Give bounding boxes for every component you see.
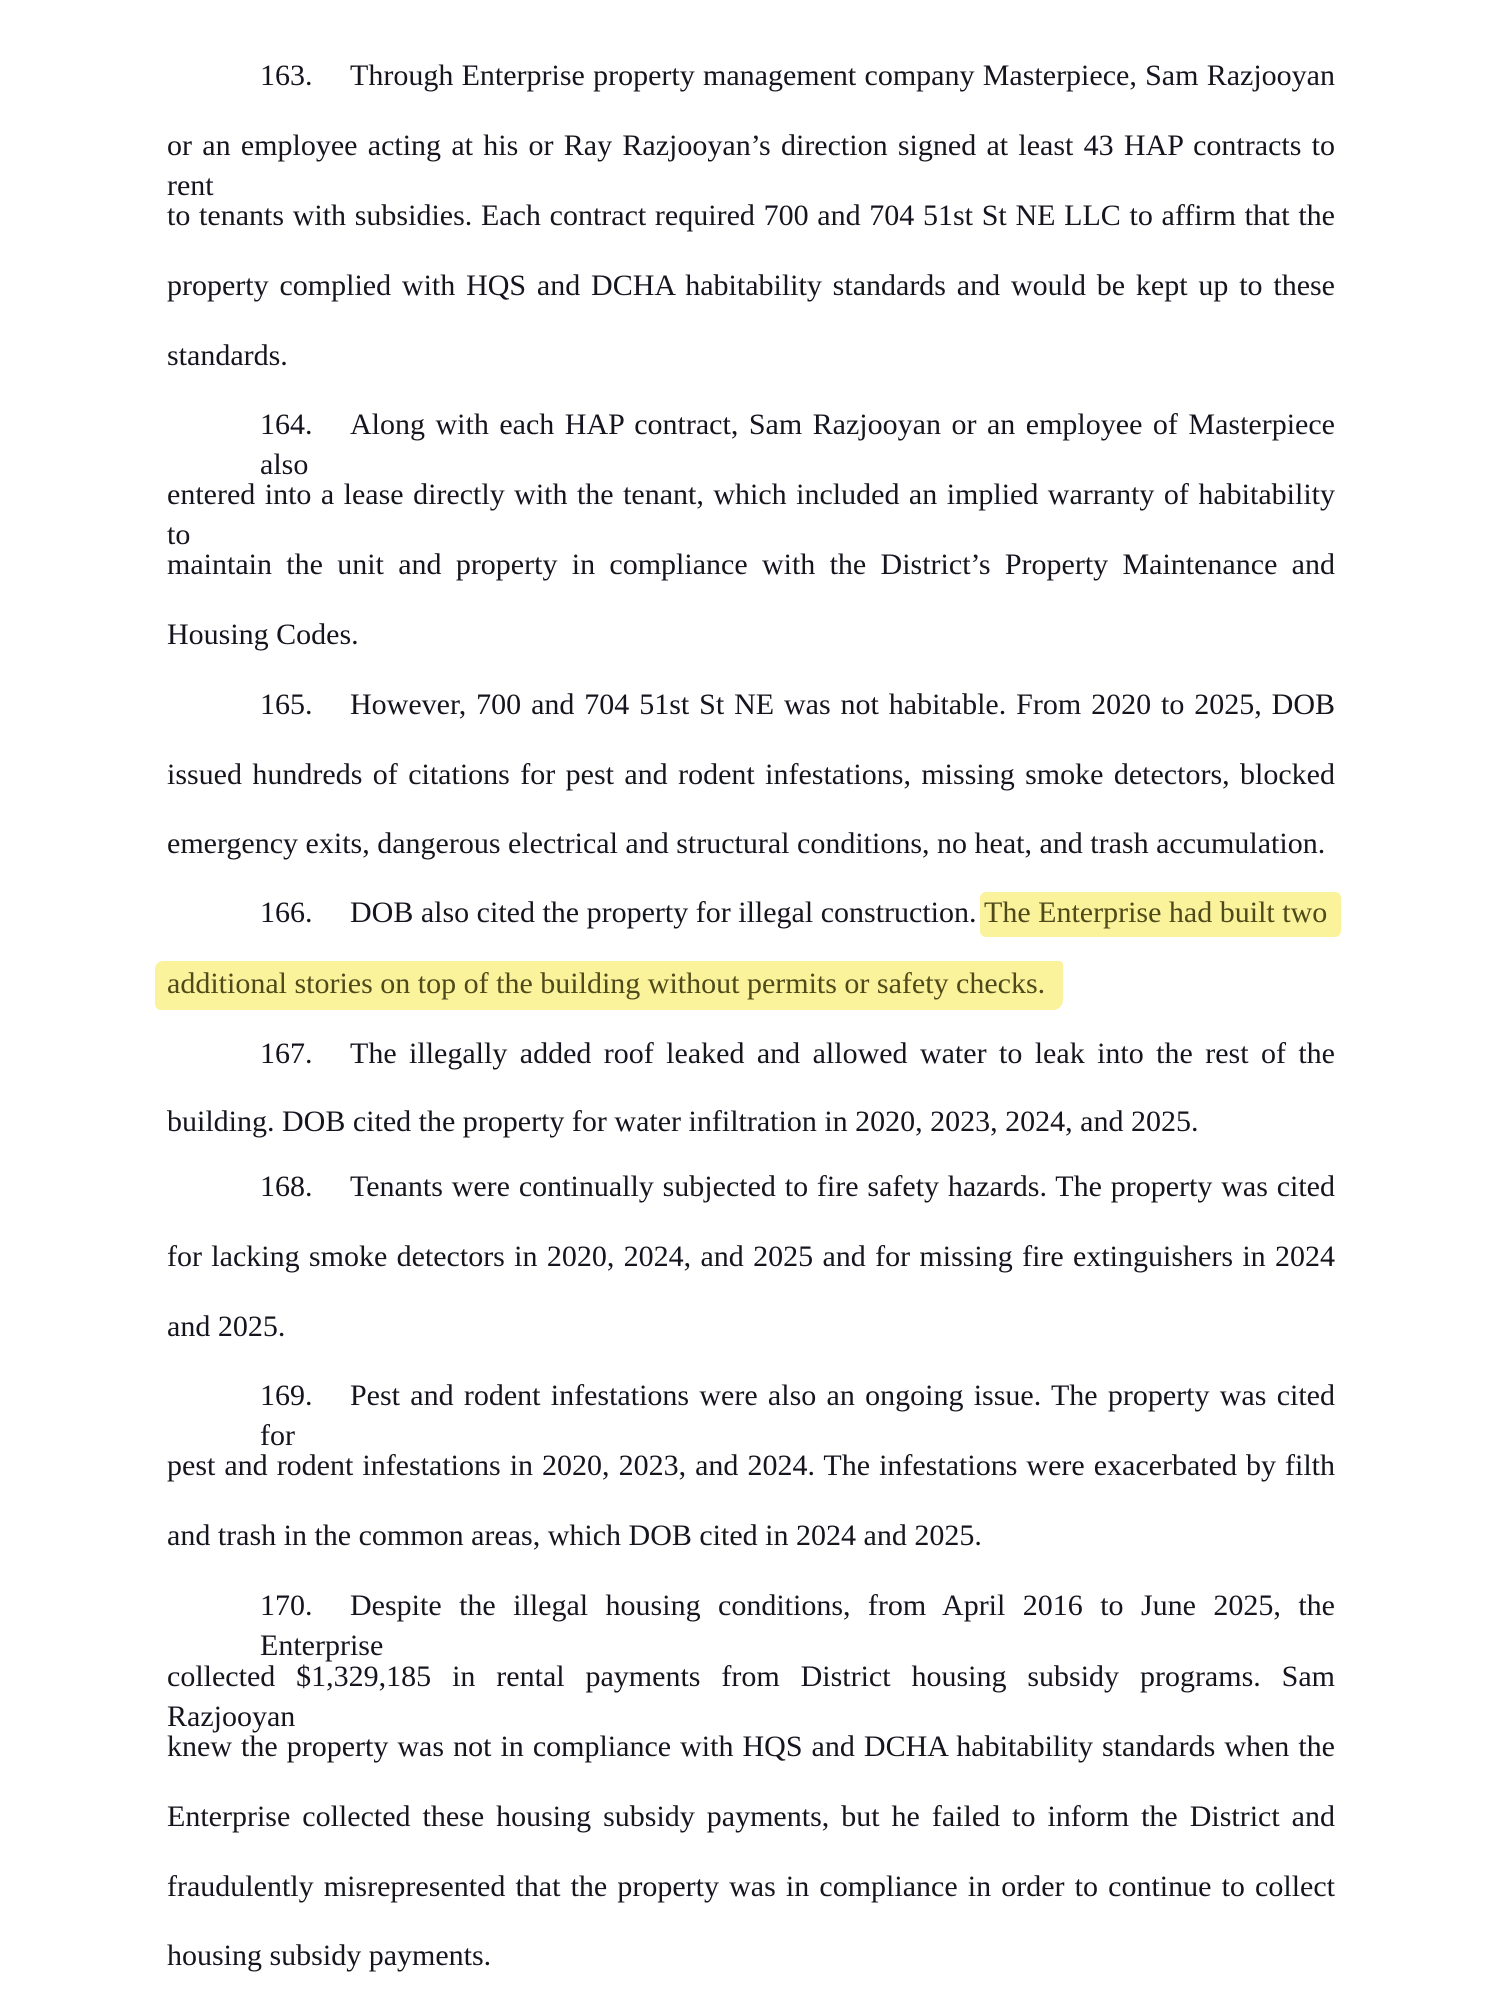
paragraph-163-line-5: standards. [167, 339, 288, 372]
paragraph-163-line-1 [260, 56, 1335, 96]
paragraph-number: 170. [260, 1589, 313, 1622]
text-line: Despite the illegal housing conditions, from April 2016 to June 2025, the Enterprise [260, 1589, 1335, 1662]
text-line: Tenants were continually subjected to fire safety hazards. The property was cited [350, 1170, 1335, 1203]
paragraph-169-line-1 [260, 1376, 1335, 1452]
paragraph-168-line-3: and 2025. [167, 1310, 286, 1343]
paragraph-163-line-3: to tenants with subsidies. Each contract required 700 and 704 51st St NE LLC to affirm that the [167, 199, 1335, 232]
paragraph-170-line-2: collected $1,329,185 in rental payments from District housing subsidy programs. Sam Razjooyan [167, 1660, 1335, 1733]
paragraph-number: 168. [260, 1170, 313, 1203]
highlighted-text: The Enterprise had built two [980, 892, 1341, 937]
paragraph-163-line-2: or an employee acting at his or Ray Razjooyan’s direction signed at least 43 HAP contracts to rent [167, 129, 1335, 202]
highlighted-text: additional stories on top of the building without permits or safety checks. [155, 961, 1063, 1010]
paragraph-168-line-1 [260, 1167, 1335, 1207]
paragraph-number: 166. [260, 896, 313, 929]
paragraph-164-line-3: maintain the unit and property in compliance with the District’s Property Maintenance and [167, 548, 1335, 581]
text-line: DOB also cited the property for illegal construction. [350, 896, 977, 929]
paragraph-170-line-6: housing subsidy payments. [167, 1939, 492, 1972]
paragraph-number: 165. [260, 688, 313, 721]
paragraph-169-line-2: pest and rodent infestations in 2020, 2023, and 2024. The infestations were exacerbated by filth [167, 1449, 1335, 1482]
paragraph-number: 163. [260, 59, 313, 92]
paragraph-166-line-2 [167, 964, 1335, 1004]
paragraph-165-line-2: issued hundreds of citations for pest and rodent infestations, missing smoke detectors, blocked [167, 758, 1335, 791]
paragraph-165-line-1 [260, 685, 1335, 725]
paragraph-163-line-4: property complied with HQS and DCHA habitability standards and would be kept up to these [167, 269, 1335, 302]
paragraph-164-line-2: entered into a lease directly with the tenant, which included an implied warranty of habitability to [167, 478, 1335, 551]
text-line: However, 700 and 704 51st St NE was not habitable. From 2020 to 2025, DOB [350, 688, 1335, 721]
paragraph-164-line-1 [260, 405, 1335, 481]
text-line: Through Enterprise property management company Masterpiece, Sam Razjooyan [350, 59, 1335, 92]
paragraph-167-line-2: building. DOB cited the property for water infiltration in 2020, 2023, 2024, and 2025. [167, 1105, 1199, 1138]
text-line: Pest and rodent infestations were also an ongoing issue. The property was cited for [260, 1379, 1335, 1452]
paragraph-166-line-1 [260, 893, 1335, 933]
paragraph-number: 164. [260, 408, 313, 441]
paragraph-165-line-3: emergency exits, dangerous electrical and structural conditions, no heat, and trash accumulation. [167, 827, 1326, 860]
paragraph-164-line-4: Housing Codes. [167, 618, 359, 651]
paragraph-170-line-5: fraudulently misrepresented that the property was in compliance in order to continue to collect [167, 1870, 1335, 1903]
paragraph-170-line-3: knew the property was not in compliance with HQS and DCHA habitability standards when the [167, 1730, 1335, 1763]
paragraph-169-line-3: and trash in the common areas, which DOB cited in 2024 and 2025. [167, 1519, 982, 1552]
paragraph-167-line-1 [260, 1034, 1335, 1074]
paragraph-168-line-2: for lacking smoke detectors in 2020, 2024, and 2025 and for missing fire extinguishers in 2024 [167, 1240, 1335, 1273]
paragraph-number: 167. [260, 1037, 313, 1070]
paragraph-170-line-1 [260, 1586, 1335, 1662]
text-line: The illegally added roof leaked and allowed water to leak into the rest of the [350, 1037, 1335, 1070]
text-line: Along with each HAP contract, Sam Razjooyan or an employee of Masterpiece also [260, 408, 1335, 481]
paragraph-number: 169. [260, 1379, 313, 1412]
paragraph-170-line-4: Enterprise collected these housing subsidy payments, but he failed to inform the District and [167, 1800, 1335, 1833]
